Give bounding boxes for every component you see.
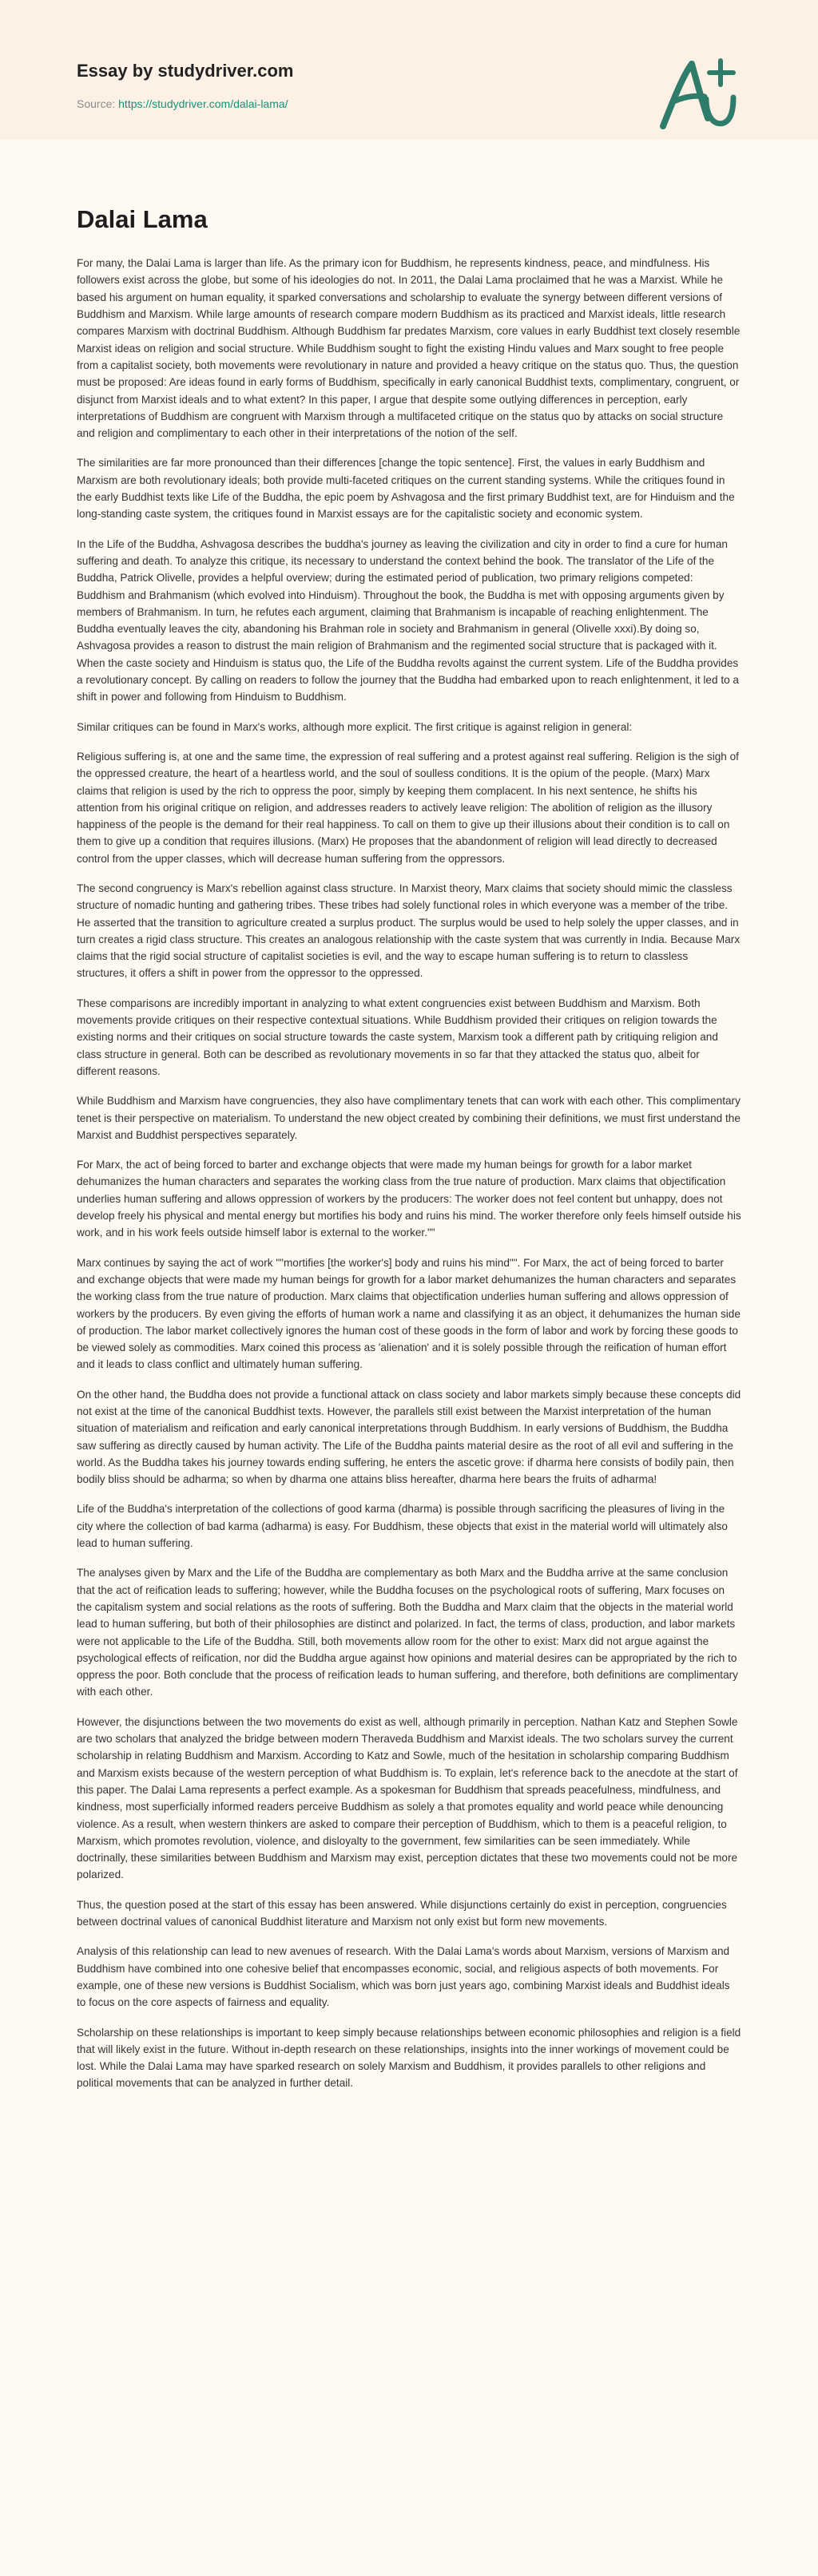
paragraph: For many, the Dalai Lama is larger than life. As the primary icon for Buddhism, he represents kindness, peace, and mindfulness. His followers exist across the globe, but some of his ideologies do not. In 2011, the Dalai Lama proclaimed that he was a Marxist. While he based his argument on human equality, it sparked conversations and scholarship to evaluate the synergy between different versions of Buddhism and Marxism. While large amounts of research compare modern Buddhism as its practiced and Marxist ideals, little research compares Marxism with doctrinal Buddhism. Although Buddhism far predates Marxism, core values in early Buddhist text closely resemble Marxist ideas on religion and social structure. While Buddhism sought to fight the existing Hindu values and Marx sought to free people from a capitalist society, both movements were revolutionary in nature and provided a heavy critique on the status quo. Thus, the question must be proposed: Are ideas found in early forms of Buddhism, specifically in early canonical Buddhist texts, complimentary, congruent, or disjunct from Marxist ideals and to what extent? In this paper, I argue that despite some outlying differences in perception, early interpretations of Buddhism are congruent with Marxism through a multifaceted critique on the status quo by attacks on social structure and religion and complimentary to each other in their interpretations of the notion of the self. [77, 257, 741, 440]
source-label: Source: [77, 97, 119, 110]
paragraph: For Marx, the act of being forced to barter and exchange objects that were made my human beings for growth for a labor market dehumanizes the human characters and separates the working class from the true nature of production. Marx claims that objectification underlies human suffering and allows oppression of workers by the producers: The worker does not feel content but unhappy, does not develop freely his physical and mental energy but mortifies his body and ruins his mind. The worker therefore only feels himself outside his work, and in his work feels outside himself labor is external to the worker."" [77, 1159, 741, 1239]
page-header [0, 0, 818, 140]
paragraph: Marx continues by saying the act of work ""mortifies [the worker's] body and ruins his mind"". For Marx, the act of being forced to barter and exchange objects that were made my human beings for growth for a labor market dehumanizes the human characters and separates the working class from the true nature of production. Marx claims that objectification underlies human suffering and allows oppression of workers by the producers. By even giving the efforts of human work a name and classifying it as an object, it dehumanizes the human side of production. The labor market collectively ignores the human cost of these goods in the form of labor and work by forcing these goods to be viewed solely as commodities. Marx coined this process as 'alienation' and it is solely possible through the reification of human effort and it leads to class conflict and ultimately human suffering. [77, 1256, 741, 1371]
paragraph: The similarities are far more pronounced than their differences [change the topic sentence]. First, the values in early Buddhism and Marxism are both revolutionary ideals; both provide multi-faceted critiques on the current standing systems. While the critiques found in the early Buddhist texts like Life of the Buddha, the epic poem by Ashvagosa and the first primary Buddhist text, are for Hinduism and the long-standing caste system, the critiques found in Marxist essays are for the capitalistic society and economic system. [77, 457, 735, 521]
paragraph: Similar critiques can be found in Marx's works, although more explicit. The first critique is against religion in general: [77, 720, 633, 733]
paragraph: In the Life of the Buddha, Ashvagosa describes the buddha's journey as leaving the civilization and city in order to find a cure for human suffering and death. To analyze this critique, its necessary to understand the context behind the book. The translator of the Life of the Buddha, Patrick Olivelle, provides a helpful overview; during the estimated period of publication, two primary religions competed: Buddhism and Brahmanism (which evolved into Hinduism). Throughout the book, the Buddha is met with opposing arguments given by members of Brahmanism. In turn, he refutes each argument, claiming that Brahmanism is incapable of reaching enlightenment. The Buddha eventually leaves the city, abandoning his Brahman role in society and Brahmanism in general (Olivelle xxxi).By doing so, Ashvagosa provides a reason to distrust the main religion of Brahmanism and the regimented social structure that is packaged with it. When the caste society and Hinduism is status quo, the Life of the Buddha revolts against the current system. Life of the Buddha provides a revolutionary concept. By calling on readers to follow the journey that the Buddha had embarked upon to reach enlightenment, it led to a shift in power and following from Hinduism to Buddhism. [77, 537, 739, 703]
paragraph: Religious suffering is, at one and the same time, the expression of real suffering and a protest against real suffering. Religion is the sigh of the oppressed creature, the heart of a heartless world, and the soul of soulless conditions. It is the opium of the people. (Marx) Marx claims that religion is used by the rich to oppress the poor, simply by keeping them complacent. In his next sentence, he shifts his attention from his original critique on religion, and addresses readers to actively leave religion: The abolition of religion as the illusory happiness of the people is the demand for their real happiness. To call on them to give up their illusions about their condition is to call on them to give up a condition that requires illusions. (Marx) He proposes that the abandonment of religion will lead directly to decreased control from the upper classes, which will decrease human suffering from the oppressors. [77, 750, 739, 865]
paragraph: However, the disjunctions between the two movements do exist as well, although primarily in perception. Nathan Katz and Stephen Sowle are two scholars that analyzed the bridge between modern Theraveda Buddhism and Marxist ideals. The two scholars survey the current scholarship in relating Buddhism and Marxism. According to Katz and Sowle, much of the hesitation in scholarship comparing Buddhism and Marxism exists because of the western perception of what Buddhism is. To explain, let's reference back to the anecdote at the start of this paper. The Dalai Lama represents a perfect example. As a spokesman for Buddhism that spreads peacefulness, mindfulness, and kindness, most superficially informed readers perceive Buddhism as solely a that promotes equality and world peace while denouncing violence. As a result, when western thinkers are asked to compare their perception of Buddhism, which to them is a peaceful religion, to Marxism, which promotes revolution, violence, and disloyalty to the government, few similarities can be seen immediately. While doctrinally, these similarities between Buddhism and Marxism may exist, perception dictates that these two movements could not be more polarized. [77, 1715, 738, 1881]
paragraph: The analyses given by Marx and the Life of the Buddha are complementary as both Marx and the Buddha arrive at the same conclusion that the act of reification leads to suffering; however, while the Buddha focuses on the psychological roots of suffering, Marx focuses on the capitalism system and social relations as the roots of suffering. Both the Buddha and Marx claim that the objects in the material world lead to human suffering, but both of their philosophies are distinct and polarized. In fact, the terms of class, production, and labor markets were not applicable to the Life of the Buddha. Still, both movements allow room for the other to exist: Marx did not argue against the psychological effects of reification, nor did the Buddha argue against how opinions and material desires can be appropriated by the rich to oppress the poor. Both conclude that the process of reification leads to human suffering, and therefore, both definitions are complimentary with each other. [77, 1567, 738, 1698]
site-title: Essay by studydriver.com [77, 61, 294, 81]
paragraph: Scholarship on these relationships is important to keep simply because relationships between economic philosophies and religion is a field that will likely exist in the future. Without in-depth research on these relationships, insights into the inner workings of movement could be lost. While the Dalai Lama may have sparked research on solely Marxism and Buddhism, it provides parallels to other religions and political movements that can be analyzed in further detail. [77, 2026, 741, 2090]
paragraph: On the other hand, the Buddha does not provide a functional attack on class society and labor markets simply because these concepts did not exist at the time of the canonical Buddhist texts. However, the parallels still exist between the Marxist interpretation of the human situation of materialism and reification and early canonical interpretations through Buddhism. In early versions of Buddhism, the Buddha saw suffering as directly caused by human activity. The Life of the Buddha paints material desire as the root of all evil and suffering in the world. As the Buddha takes his journey towards ending suffering, he enters the ascetic grove: if dharma here consists of bodily pain, then bodily bliss should be adharma; so when by dharma one attains bliss hereafter, dharma here bears the fruits of adharma! [77, 1388, 741, 1486]
paragraph: Life of the Buddha's interpretation of the collections of good karma (dharma) is possible through sacrificing the pleasures of living in the city where the collection of bad karma (adharma) is easy. For Buddhism, these objects that exist in the material world will ultimately also lead to human suffering. [77, 1503, 728, 1550]
paragraph: Analysis of this relationship can lead to new avenues of research. With the Dalai Lama's words about Marxism, versions of Marxism and Buddhism have combined into one cohesive belief that encompasses economic, social, and religious aspects of both movements. For example, one of these new versions is Buddhist Socialism, which was born just years ago, combining Marxist ideals and Buddhist ideals to focus on the core aspects of fairness and equality. [77, 1945, 730, 2009]
a-plus-logo-icon [655, 53, 743, 133]
essay-article [77, 204, 741, 2105]
paragraph: These comparisons are incredibly important in analyzing to what extent congruencies exist between Buddhism and Marxism. Both movements provide critiques on their respective contextual situations. While Buddhism provided their critiques on religion towards the existing norms and their critiques on social structure towards the caste system, Marxism took a different path by critiquing religion and class structure in general. Both can be described as revolutionary movements in so far that they attacked the status quo, albeit for different reasons. [77, 997, 718, 1077]
paragraph: The second congruency is Marx's rebellion against class structure. In Marxist theory, Marx claims that society should mimic the classless structure of nomadic hunting and gathering tribes. These tribes had solely functional roles in which everyone was a member of the tribe. He asserted that the transition to agriculture created a surplus product. The surplus would be used to help solely the upper classes, and in turn creates a rigid class structure. This creates an analogous relationship with the caste system that was currently in India. Because Marx claims that the rigid social structure of capitalist societies is evil, and the way to escape human suffering is to return to classless structures, it offers a shift in power from the oppressor to the oppressed. [77, 882, 741, 980]
paragraph: Thus, the question posed at the start of this essay has been answered. While disjunctions certainly do exist in perception, congruencies between doctrinal values of canonical Buddhist literature and Marxism not only exist but form new movements. [77, 1898, 727, 1928]
paragraph: While Buddhism and Marxism have congruencies, they also have complimentary tenets that can work with each other. This complimentary tenet is their perspective on materialism. To understand the new object created by combining their definitions, we must first understand the Marxist and Buddhist perspectives separately. [77, 1095, 741, 1141]
source-link[interactable]: https://studydriver.com/dalai-lama/ [118, 97, 288, 110]
page-title: Dalai Lama [77, 205, 208, 233]
source-line [77, 97, 288, 110]
